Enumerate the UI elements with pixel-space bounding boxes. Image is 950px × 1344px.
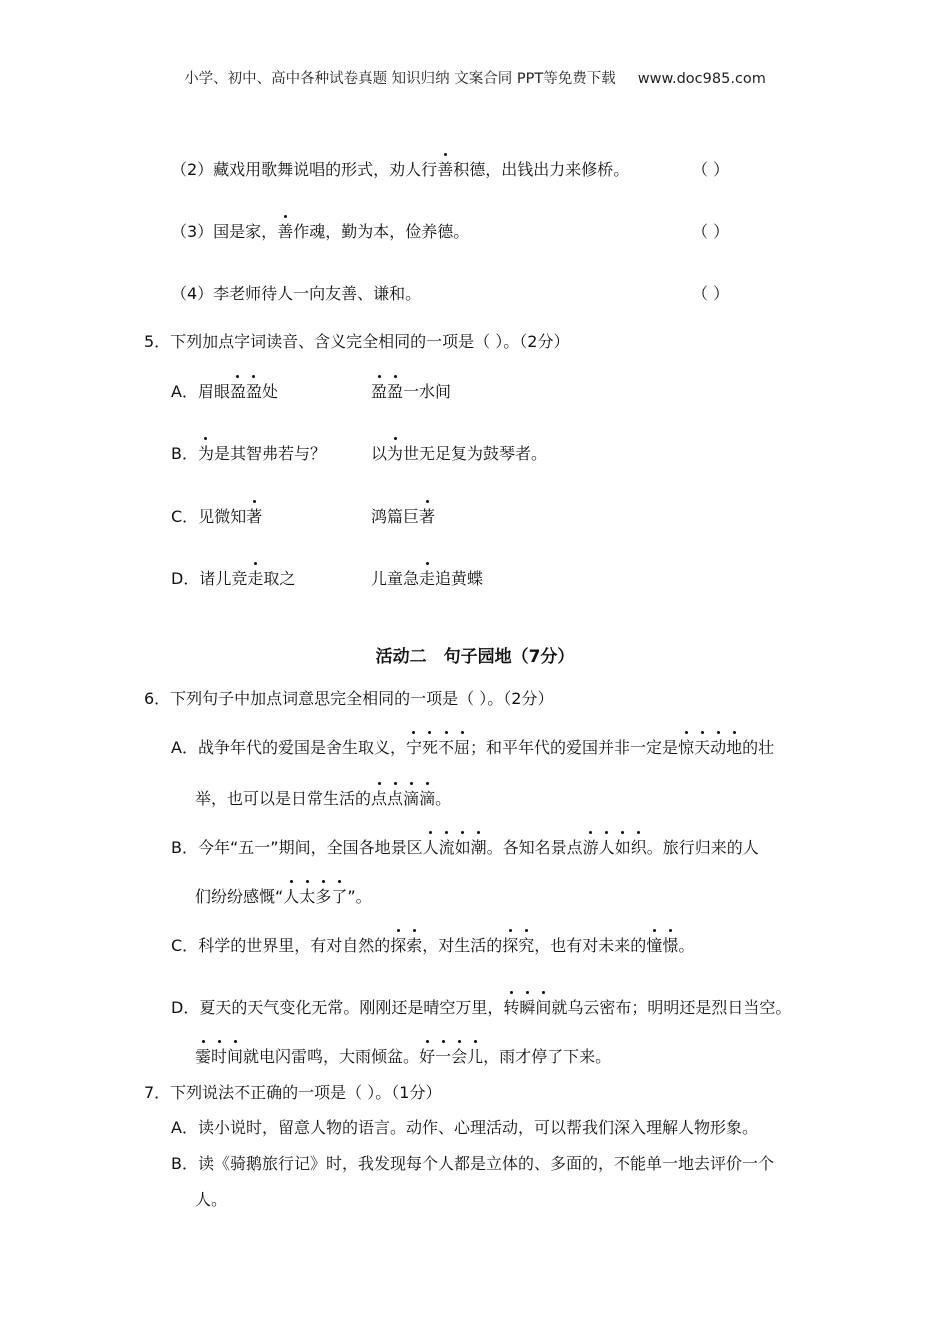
emphasized-text: 好一会儿 [419, 1047, 484, 1066]
q4-item-4: （4）李老师待人一向友善、谦和。 [171, 284, 422, 303]
emphasized-text: 霎时间 [195, 1047, 244, 1066]
q6-option-b-line1: B．今年“五一”期间，全国各地景区人流如潮。各知名景点游人如织。旅行归来的人 [171, 838, 759, 857]
emphasized-text: 探究 [502, 936, 535, 955]
q5-option-a-right: 盈盈一水间 [371, 382, 452, 401]
q5-option-d: D．诸儿竞走取之 [171, 569, 296, 588]
q7-stem: 7．下列说法不正确的一项是（ ）。（1分） [144, 1083, 442, 1102]
emphasized-text: 宁死不屈 [405, 738, 471, 757]
q6-option-d-line1: D．夏天的天气变化无常。刚刚还是晴空万里，转瞬间就乌云密布；明明还是烈日当空。 [171, 998, 792, 1017]
emphasized-text: 惊天动地 [678, 738, 743, 757]
q4-item-2-blank[interactable]: （ ） [692, 160, 730, 179]
q7-option-b-line2: 人。 [195, 1190, 228, 1209]
emphasized-text: 憧憬 [646, 936, 679, 955]
q4-item-3-blank[interactable]: （ ） [692, 222, 730, 241]
page-header [0, 69, 950, 89]
q7-option-a: A．读小说时，留意人物的语言。动作、心理活动，可以帮我们深入理解人物形象。 [171, 1118, 758, 1137]
emphasized-text: 人太多了 [283, 887, 348, 906]
q5-option-a: A．眉眼盈盈处 [171, 382, 279, 401]
emphasized-text: 探索 [390, 936, 423, 955]
section-title: 活动二 句子园地（7分） [375, 647, 575, 667]
q5-option-c: C．见微知著 [171, 507, 263, 526]
q5-option-b-right: 以为世无足复为鼓琴者。 [371, 444, 548, 463]
header-text: 小学、初中、高中各种试卷真题 知识归纳 文案合同 PPT等免费下载 [184, 71, 616, 87]
q6-option-a-line1: A．战争年代的爱国是舍生取义，宁死不屈；和平年代的爱国并非一定是惊天动地的壮 [171, 738, 775, 757]
q6-stem: 6．下列句子中加点词意思完全相同的一项是（ ）。（2分） [144, 689, 554, 708]
q5-stem: 5．下列加点字词读音、含义完全相同的一项是（ ）。（2分） [144, 332, 570, 351]
q7-option-b-line1: B．读《骑鹅旅行记》时，我发现每个人都是立体的、多面的，不能单一地去评价一个 [171, 1154, 774, 1173]
emphasized-text: 人流如潮 [422, 838, 487, 857]
q6-option-d-line2: 霎时间就电闪雷鸣，大雨倾盆。好一会儿，雨才停了下来。 [195, 1047, 612, 1066]
q6-option-a-line2: 举，也可以是日常生活的点点滴滴。 [195, 789, 452, 808]
emphasized-text: 转瞬间 [503, 998, 552, 1017]
q4-item-4-blank[interactable]: （ ） [692, 284, 730, 303]
q6-option-c: C．科学的世界里，有对自然的探索，对生活的探究，也有对未来的憧憬。 [171, 936, 695, 955]
q4-item-2: （2）藏戏用歌舞说唱的形式，劝人行善积德，出钱出力来修桥。 [171, 160, 630, 179]
q4-item-3: （3）国是家，善作魂，勤为本，俭养德。 [171, 222, 470, 241]
emphasized-text: 游人如织 [582, 838, 647, 857]
q5-option-c-right: 鸿篇巨著 [371, 507, 436, 526]
q5-option-b: B．为是其智弗若与？ [171, 444, 327, 463]
q5-option-d-right: 儿童急走追黄蝶 [371, 569, 484, 588]
emphasized-text: 点点滴滴 [371, 789, 436, 808]
header-url[interactable]: www.doc985.com [637, 71, 766, 87]
q6-option-b-line2: 们纷纷感慨“人太多了”。 [195, 887, 372, 906]
